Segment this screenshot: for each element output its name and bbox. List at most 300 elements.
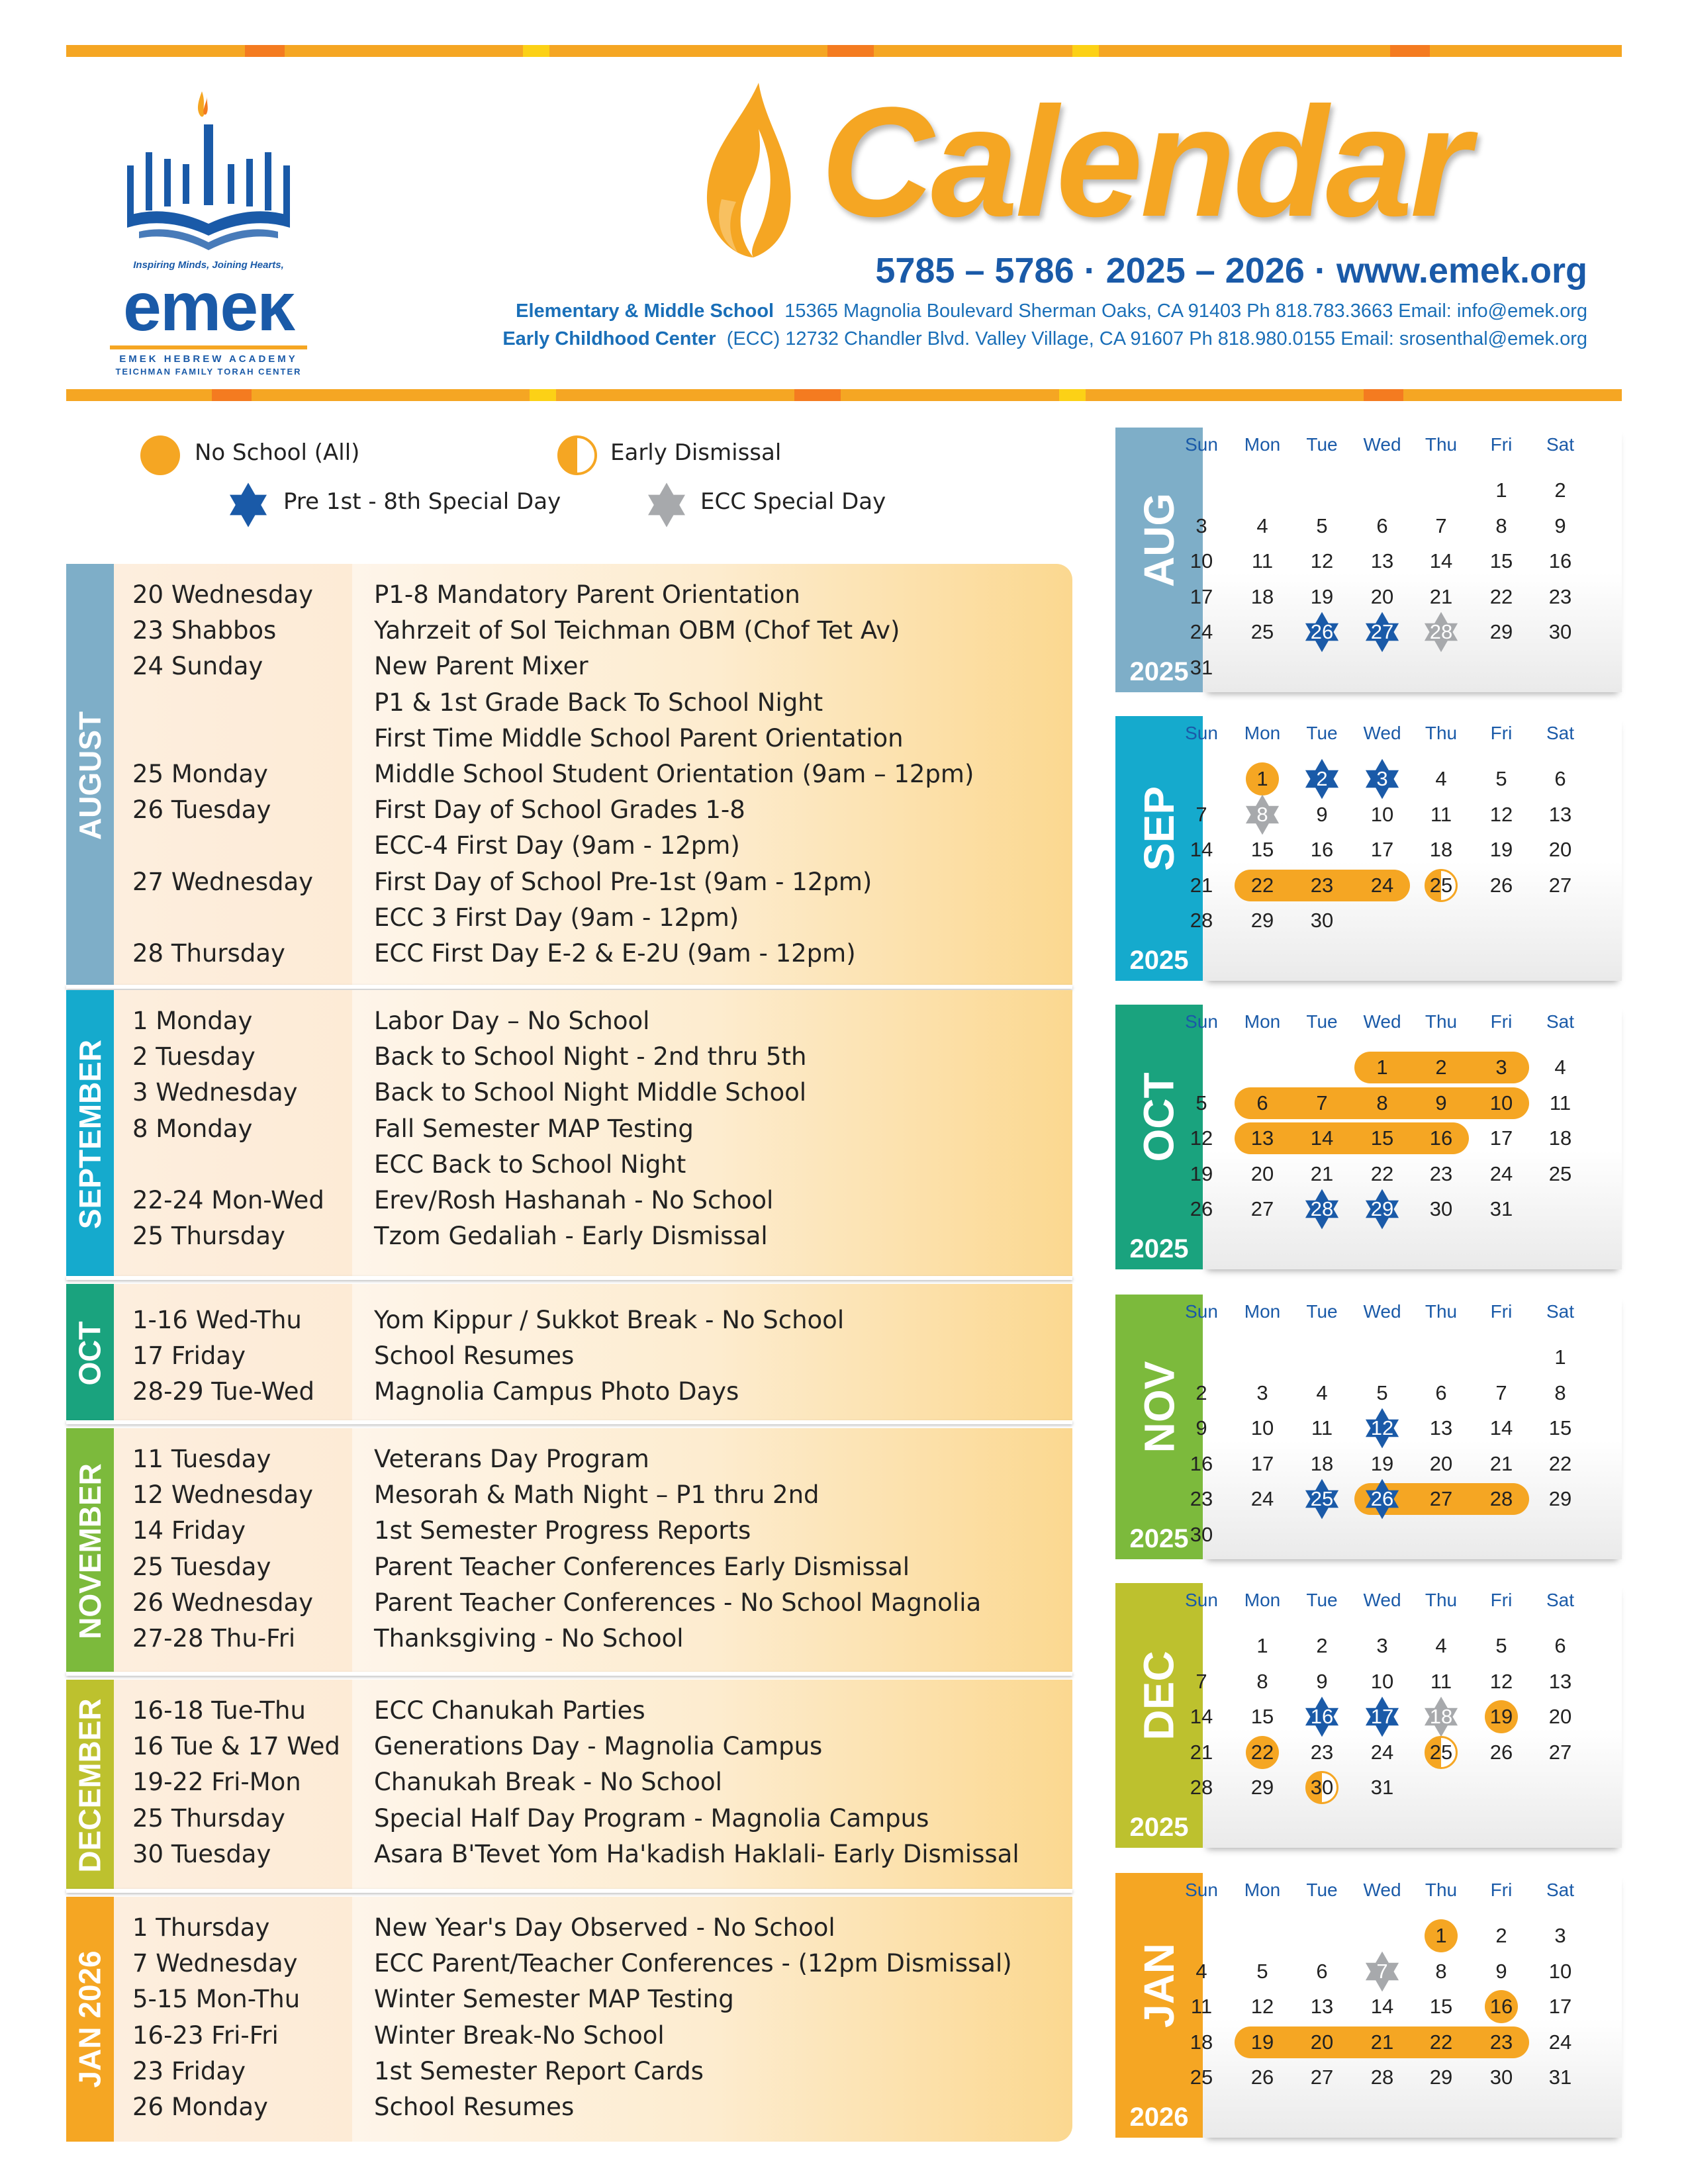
weekday-header: Fri	[1490, 1301, 1513, 1322]
calendar-day: 11	[1549, 1091, 1571, 1115]
menorah-book-icon	[99, 86, 318, 258]
event-date: 25 Thursday	[132, 1803, 285, 1833]
calendar-day: 7	[1495, 1381, 1507, 1404]
event-description: Chanukah Break - No School	[374, 1768, 722, 1797]
event-description: School Resumes	[374, 1342, 575, 1371]
event-description: New Parent Mixer	[374, 652, 588, 681]
event-date: 23 Friday	[132, 2056, 246, 2085]
calendar-day: 28	[1429, 620, 1453, 644]
calendar-day: 26	[1310, 620, 1334, 644]
flame-icon	[702, 83, 794, 258]
weekday-header: Sat	[1546, 434, 1575, 455]
calendar-day: 20	[1429, 1451, 1453, 1475]
calendar-day: 9	[1316, 802, 1328, 826]
event-description: New Year's Day Observed - No School	[374, 1913, 835, 1942]
calendar-day: 6	[1316, 1959, 1328, 1983]
event-date: 14 Friday	[132, 1516, 246, 1545]
section-divider	[66, 1889, 1072, 1893]
weekday-header: Sat	[1546, 1880, 1575, 1900]
calendar-day: 5	[1196, 1091, 1207, 1115]
weekday-header: Fri	[1490, 1590, 1513, 1610]
calendar-day: 10	[1250, 1416, 1274, 1440]
event-description: Tzom Gedaliah - Early Dismissal	[374, 1222, 768, 1251]
calendar-day: 12	[1250, 1995, 1274, 2019]
calendar-day: 26	[1250, 2066, 1274, 2089]
calendar-day: 10	[1370, 1669, 1394, 1693]
calendar-day: 15	[1489, 549, 1513, 573]
calendar-day: 8	[1554, 1381, 1566, 1404]
calendar-day: 27	[1429, 1487, 1453, 1511]
calendar-day: 29	[1250, 909, 1274, 933]
calendar-day: 8	[1495, 514, 1507, 537]
month-year: 2025	[1129, 946, 1189, 975]
month-year: 2025	[1129, 1524, 1189, 1553]
event-row	[66, 1302, 1072, 1338]
event-description: P1 & 1st Grade Back To School Night	[374, 688, 823, 717]
calendar-day: 15	[1370, 1126, 1394, 1150]
event-date: 3 Wednesday	[132, 1078, 298, 1107]
calendar-day: 10	[1548, 1959, 1572, 1983]
weekday-header: Sat	[1546, 1301, 1575, 1322]
event-description: Parent Teacher Conferences Early Dismissal	[374, 1552, 910, 1581]
calendar-day: 17	[1489, 1126, 1513, 1150]
weekday-header: Sat	[1546, 1590, 1575, 1610]
section-month-label: DECEMBER	[66, 1680, 114, 1891]
calendar-day: 3	[1256, 1381, 1268, 1404]
event-description: Veterans Day Program	[374, 1445, 649, 1473]
event-section-oct	[66, 1284, 1072, 1423]
calendar-day: 4	[1196, 1959, 1207, 1983]
calendar-day: 26	[1190, 1197, 1213, 1221]
calendar-day: 30	[1489, 2066, 1513, 2089]
calendar-day: 4	[1435, 767, 1447, 790]
calendar-day: 28	[1370, 2066, 1394, 2089]
event-row	[66, 864, 1072, 900]
calendar-day: 20	[1250, 1161, 1274, 1185]
calendar-day: 6	[1256, 1091, 1268, 1115]
calendar-day: 3	[1196, 514, 1207, 537]
event-date: 16-18 Tue-Thu	[132, 1696, 306, 1725]
weekday-header: Tue	[1306, 723, 1338, 743]
event-description: P1-8 Mandatory Parent Orientation	[374, 580, 800, 609]
calendar-day: 2	[1316, 1634, 1328, 1657]
years-line: 5785 – 5786 · 2025 – 2026 · www.emek.org	[875, 251, 1587, 291]
weekday-header: Fri	[1490, 1011, 1513, 1032]
event-date: 17 Friday	[132, 1342, 246, 1371]
weekday-header: Wed	[1363, 1011, 1401, 1032]
event-description: ECC-4 First Day (9am - 12pm)	[374, 831, 740, 860]
page-title: Calendar	[821, 75, 1468, 250]
section-divider	[66, 1420, 1072, 1424]
calendar-day: 22	[1250, 1740, 1274, 1764]
calendar-day: 29	[1429, 2066, 1453, 2089]
calendar-day: 3	[1495, 1056, 1507, 1079]
calendar-day: 13	[1429, 1416, 1453, 1440]
event-date: 28 Thursday	[132, 939, 285, 968]
calendar-day: 8	[1256, 1669, 1268, 1693]
event-date: 5-15 Mon-Thu	[132, 1985, 301, 2014]
event-description: 1st Semester Report Cards	[374, 2056, 704, 2085]
calendar-day: 14	[1190, 838, 1213, 862]
month-year: 2026	[1129, 2103, 1189, 2132]
weekday-header: Mon	[1244, 1590, 1281, 1610]
weekday-header: Tue	[1306, 1590, 1338, 1610]
event-row	[66, 1764, 1072, 1800]
calendar-day: 5	[1495, 1634, 1507, 1657]
event-date: 19-22 Fri-Mon	[132, 1768, 301, 1797]
calendar-day: 19	[1310, 584, 1334, 608]
calendar-day: 28	[1489, 1487, 1513, 1511]
calendar-day: 14	[1429, 549, 1453, 573]
calendar-day: 24	[1489, 1161, 1513, 1185]
calendar-day: 18	[1548, 1126, 1572, 1150]
calendar-day: 20	[1548, 1705, 1572, 1729]
event-row	[66, 2089, 1072, 2125]
event-row	[66, 1075, 1072, 1111]
calendar-day: 1	[1495, 478, 1507, 502]
calendar-day: 22	[1250, 873, 1274, 897]
weekday-header: Wed	[1363, 1301, 1401, 1322]
school2-name: Early Childhood Center	[502, 328, 716, 349]
calendar-day: 7	[1316, 1091, 1328, 1115]
section-month-label: JAN 2026	[66, 1897, 114, 2142]
school1-info: 15365 Magnolia Boulevard Sherman Oaks, CA 91403 Ph 818.783.3663 Email: info@emek.org	[784, 300, 1587, 322]
event-date: 16 Tue & 17 Wed	[132, 1732, 340, 1761]
event-row	[66, 792, 1072, 828]
calendar-day: 17	[1370, 1705, 1394, 1729]
event-date: 26 Monday	[132, 2093, 268, 2121]
event-row	[66, 649, 1072, 684]
weekday-header: Tue	[1306, 1011, 1338, 1032]
event-date: 30 Tuesday	[132, 1839, 271, 1868]
event-row	[66, 936, 1072, 972]
calendar-day: 29	[1250, 1776, 1274, 1799]
calendar-day: 18	[1250, 584, 1274, 608]
calendar-day: 4	[1316, 1381, 1328, 1404]
month-name: NOV	[1135, 1361, 1183, 1453]
event-date: 27 Wednesday	[132, 867, 314, 896]
weekday-header: Thu	[1425, 1301, 1458, 1322]
calendar-day: 5	[1316, 514, 1328, 537]
mini-calendar-jan	[1115, 1873, 1622, 2138]
event-description: Erev/Rosh Hashanah - No School	[374, 1186, 774, 1214]
weekday-header: Sun	[1185, 1880, 1218, 1900]
calendar-day: 19	[1489, 838, 1513, 862]
section-divider	[66, 1276, 1072, 1280]
mini-calendar-aug	[1115, 428, 1622, 692]
event-description: Winter Break-No School	[374, 2021, 665, 2050]
event-description: First Day of School Pre-1st (9am - 12pm)	[374, 867, 872, 896]
calendar-day: 17	[1250, 1451, 1274, 1475]
calendar-day: 25	[1429, 873, 1453, 897]
calendar-day: 22	[1548, 1451, 1572, 1475]
event-row	[66, 1039, 1072, 1075]
calendar-day: 16	[1310, 1705, 1334, 1729]
event-row	[66, 1111, 1072, 1147]
event-row	[66, 577, 1072, 613]
event-row	[66, 1621, 1072, 1657]
calendar-day: 12	[1310, 549, 1334, 573]
event-row	[66, 1729, 1072, 1764]
weekday-header: Fri	[1490, 723, 1513, 743]
event-description: Special Half Day Program - Magnolia Campus	[374, 1803, 929, 1833]
calendar-day: 19	[1250, 2030, 1274, 2054]
calendar-day: 14	[1370, 1995, 1394, 2019]
calendar-day: 20	[1310, 2030, 1334, 2054]
event-date: 8 Monday	[132, 1114, 253, 1143]
calendar-day: 20	[1370, 584, 1394, 608]
event-row	[66, 685, 1072, 721]
calendar-day: 14	[1190, 1705, 1213, 1729]
weekday-header: Sun	[1185, 1011, 1218, 1032]
mini-calendar-oct	[1115, 1005, 1622, 1269]
weekday-header: Tue	[1306, 1301, 1338, 1322]
calendar-day: 4	[1554, 1056, 1566, 1079]
calendar-day: 2	[1316, 767, 1328, 790]
event-row	[66, 1801, 1072, 1837]
event-row	[66, 721, 1072, 756]
calendar-day: 16	[1190, 1451, 1213, 1475]
calendar-day: 2	[1435, 1056, 1447, 1079]
event-row	[66, 1693, 1072, 1729]
legend-no-school: No School (All)	[195, 439, 360, 466]
weekday-header: Tue	[1306, 434, 1338, 455]
calendar-day: 25	[1310, 1487, 1334, 1511]
weekday-header: Fri	[1490, 434, 1513, 455]
school1-address	[516, 300, 1587, 322]
calendar-day: 18	[1190, 2030, 1213, 2054]
logo-wordmark: emeĸ	[123, 269, 294, 345]
weekday-header: Mon	[1244, 434, 1281, 455]
weekday-header: Wed	[1363, 434, 1401, 455]
event-section-nov	[66, 1428, 1072, 1674]
section-month-label: SEPTEMBER	[66, 990, 114, 1279]
event-description: Asara B'Tevet Yom Ha'kadish Haklali- Early Dismissal	[374, 1839, 1019, 1868]
calendar-day: 21	[1190, 1740, 1213, 1764]
calendar-day: 24	[1548, 2030, 1572, 2054]
event-row	[66, 900, 1072, 936]
weekday-header: Mon	[1244, 1880, 1281, 1900]
event-row	[66, 613, 1072, 649]
event-date: 24 Sunday	[132, 652, 263, 681]
calendar-day: 23	[1548, 584, 1572, 608]
star-of-david-gray-icon	[643, 482, 690, 528]
event-row	[66, 1837, 1072, 1872]
calendar-day: 21	[1370, 2030, 1394, 2054]
weekday-header: Sun	[1185, 1301, 1218, 1322]
calendar-day: 12	[1370, 1416, 1394, 1440]
event-row	[66, 2054, 1072, 2089]
calendar-day: 5	[1495, 767, 1507, 790]
calendar-day: 18	[1429, 838, 1453, 862]
event-section-aug	[66, 564, 1072, 987]
weekday-header: Thu	[1425, 1590, 1458, 1610]
calendar-day: 23	[1310, 1740, 1334, 1764]
legend-ecc-special: ECC Special Day	[700, 488, 886, 515]
event-date: 12 Wednesday	[132, 1480, 314, 1510]
calendar-day: 15	[1548, 1416, 1572, 1440]
event-row	[66, 1477, 1072, 1513]
event-row	[66, 1003, 1072, 1039]
calendar-day: 29	[1548, 1487, 1572, 1511]
event-description: Generations Day - Magnolia Campus	[374, 1732, 823, 1761]
mid-stripe	[66, 389, 1622, 401]
calendar-day: 10	[1489, 1091, 1513, 1115]
event-description: Yom Kippur / Sukkot Break - No School	[374, 1306, 845, 1334]
calendar-day: 27	[1250, 1197, 1274, 1221]
calendar-day: 25	[1190, 2066, 1213, 2089]
month-year: 2025	[1129, 1813, 1189, 1842]
calendar-day: 7	[1376, 1959, 1388, 1983]
calendar-day: 3	[1554, 1924, 1566, 1947]
weekday-header: Sun	[1185, 434, 1218, 455]
calendar-day: 26	[1370, 1487, 1394, 1511]
event-date: 22-24 Mon-Wed	[132, 1186, 324, 1214]
calendar-day: 30	[1429, 1197, 1453, 1221]
calendar-day: 21	[1429, 584, 1453, 608]
weekday-header: Sat	[1546, 1011, 1575, 1032]
calendar-day: 24	[1370, 1740, 1394, 1764]
event-date: 28-29 Tue-Wed	[132, 1377, 314, 1406]
mini-calendar-nov	[1115, 1295, 1622, 1559]
event-date: 1 Monday	[132, 1007, 253, 1035]
event-description: Yahrzeit of Sol Teichman OBM (Chof Tet Av)	[374, 616, 900, 645]
event-description: Middle School Student Orientation (9am – 12pm)	[374, 760, 974, 788]
calendar-day: 15	[1250, 1705, 1274, 1729]
calendar-day: 1	[1376, 1056, 1388, 1079]
calendar-day: 31	[1190, 656, 1213, 679]
month-year: 2025	[1129, 657, 1189, 686]
calendar-day: 8	[1435, 1959, 1447, 1983]
calendar-day: 12	[1190, 1126, 1213, 1150]
section-divider	[66, 985, 1072, 989]
event-row	[66, 1441, 1072, 1477]
calendar-day: 2	[1196, 1381, 1207, 1404]
top-stripe	[66, 45, 1622, 57]
month-name: SEP	[1135, 786, 1183, 872]
event-row	[66, 828, 1072, 864]
calendar-day: 1	[1256, 1634, 1268, 1657]
calendar-day: 23	[1190, 1487, 1213, 1511]
event-row	[66, 1981, 1072, 2017]
weekday-header: Mon	[1244, 1301, 1281, 1322]
calendar-day: 18	[1310, 1451, 1334, 1475]
event-description: ECC Parent/Teacher Conferences - (12pm Dismissal)	[374, 1949, 1012, 1978]
section-month-label: OCT	[66, 1284, 114, 1423]
weekday-header: Sun	[1185, 1590, 1218, 1610]
event-description: ECC 3 First Day (9am - 12pm)	[374, 903, 739, 932]
calendar-day: 3	[1376, 767, 1388, 790]
event-date: 11 Tuesday	[132, 1445, 271, 1473]
event-description: Winter Semester MAP Testing	[374, 1985, 734, 2014]
calendar-day: 31	[1370, 1776, 1394, 1799]
section-month-label: NOVEMBER	[66, 1428, 114, 1674]
legend-special-day: Pre 1st - 8th Special Day	[283, 488, 561, 515]
calendar-day: 21	[1310, 1161, 1334, 1185]
month-year: 2025	[1129, 1234, 1189, 1263]
event-description: Thanksgiving - No School	[374, 1624, 684, 1653]
event-date: 26 Wednesday	[132, 1588, 314, 1617]
calendar-day: 16	[1310, 838, 1334, 862]
weekday-header: Thu	[1425, 1011, 1458, 1032]
calendar-day: 4	[1435, 1634, 1447, 1657]
calendar-day: 1	[1554, 1345, 1566, 1369]
event-row	[66, 756, 1072, 792]
event-row	[66, 1946, 1072, 1981]
emek-logo	[99, 86, 318, 377]
calendar-day: 21	[1190, 873, 1213, 897]
calendar-day: 30	[1548, 620, 1572, 644]
calendar-day: 2	[1495, 1924, 1507, 1947]
event-date: 26 Tuesday	[132, 796, 271, 825]
calendar-day: 15	[1250, 838, 1274, 862]
star-of-david-blue-icon	[225, 482, 271, 528]
calendar-day: 22	[1429, 2030, 1453, 2054]
calendar-day: 6	[1435, 1381, 1447, 1404]
event-row	[66, 1513, 1072, 1549]
calendar-day: 9	[1316, 1669, 1328, 1693]
event-date: 2 Tuesday	[132, 1042, 256, 1071]
logo-center-name: TEICHMAN FAMILY TORAH CENTER	[115, 367, 302, 377]
calendar-day: 28	[1190, 1776, 1213, 1799]
calendar-day: 11	[1430, 802, 1452, 826]
event-row	[66, 1549, 1072, 1585]
logo-school-name: EMEK HEBREW ACADEMY	[119, 353, 298, 365]
calendar-day: 11	[1190, 1995, 1213, 2019]
calendar-day: 19	[1489, 1705, 1513, 1729]
calendar-day: 25	[1429, 1740, 1453, 1764]
calendar-day: 9	[1435, 1091, 1447, 1115]
event-row	[66, 1183, 1072, 1218]
weekday-header: Sat	[1546, 723, 1575, 743]
calendar-day: 5	[1376, 1381, 1388, 1404]
event-row	[66, 2018, 1072, 2054]
calendar-day: 13	[1370, 549, 1394, 573]
event-description: ECC First Day E-2 & E-2U (9am - 12pm)	[374, 939, 856, 968]
no-school-legend-icon	[140, 435, 180, 475]
calendar-day: 28	[1310, 1197, 1334, 1221]
logo-tagline: Inspiring Minds, Joining Hearts,	[133, 259, 284, 271]
calendar-day: 13	[1548, 1669, 1572, 1693]
event-description: ECC Chanukah Parties	[374, 1696, 645, 1725]
event-row	[66, 1147, 1072, 1183]
legend-early-dismissal: Early Dismissal	[610, 439, 782, 466]
event-description: Back to School Night Middle School	[374, 1078, 807, 1107]
calendar-day: 8	[1256, 802, 1268, 826]
calendar-day: 22	[1489, 584, 1513, 608]
weekday-header: Thu	[1425, 723, 1458, 743]
calendar-day: 11	[1251, 549, 1274, 573]
weekday-header: Mon	[1244, 723, 1281, 743]
calendar-day: 31	[1548, 2066, 1572, 2089]
event-date: 23 Shabbos	[132, 616, 277, 645]
calendar-day: 9	[1554, 514, 1566, 537]
calendar-day: 27	[1370, 620, 1394, 644]
mini-calendar-dec	[1115, 1583, 1622, 1848]
calendar-day: 6	[1554, 1634, 1566, 1657]
event-row	[66, 1338, 1072, 1374]
event-date: 1-16 Wed-Thu	[132, 1306, 302, 1334]
month-name: JAN	[1135, 1942, 1183, 2028]
calendar-day: 11	[1430, 1669, 1452, 1693]
calendar-day: 16	[1429, 1126, 1453, 1150]
calendar-day: 12	[1489, 1669, 1513, 1693]
event-description: Labor Day – No School	[374, 1007, 650, 1035]
event-description: Back to School Night - 2nd thru 5th	[374, 1042, 807, 1071]
month-name: AUG	[1135, 492, 1183, 588]
event-row	[66, 1218, 1072, 1254]
calendar-day: 22	[1370, 1161, 1394, 1185]
